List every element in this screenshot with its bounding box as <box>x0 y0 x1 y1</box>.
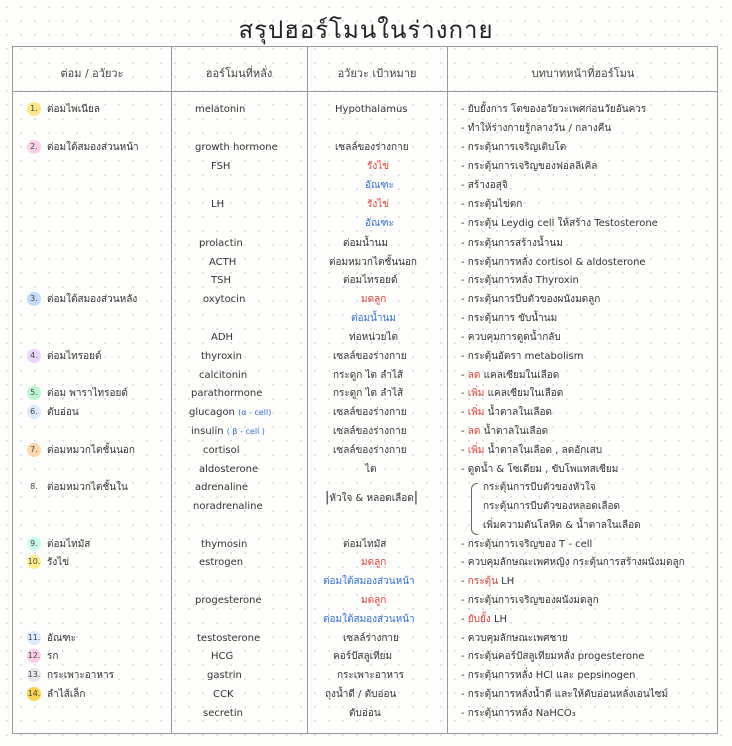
role-text: LH <box>493 614 508 625</box>
hormone-cell <box>189 406 271 419</box>
gland-number-badge: 12. <box>27 649 41 663</box>
role-cell: - กระตุ้น Leydig cell ให้สร้าง Testosterone <box>461 218 658 229</box>
role-cell: - กระตุ้นการเจริญของผนังมดลูก <box>461 595 599 606</box>
role-cell: - ทำให้ร่างกายรู้กลางวัน / กลางคืน <box>461 123 612 134</box>
gland-name: ต่อมใต้สมองส่วนหน้า <box>47 142 139 153</box>
target-cell: ต่อมใต้สมองส่วนหน้า <box>323 614 415 625</box>
role-cell: - ควบคุมลักษณะเพศชาย <box>461 633 568 644</box>
hormone-cell: aldosterone <box>199 464 259 475</box>
target-cell: เซลล์ของร่างกาย <box>333 445 407 456</box>
gland-number-badge: 3. <box>27 292 41 306</box>
column-divider <box>171 47 172 733</box>
role-text: น้ำตาลในเลือด <box>487 407 553 418</box>
role-cell: - กระตุ้นการหลั่ง HCl และ pepsinogen <box>461 670 636 681</box>
hormone-cell: growth hormone <box>195 142 278 153</box>
hormone-cell: CCK <box>213 689 234 700</box>
target-cell: กระเพาะอาหาร <box>337 670 404 681</box>
gland-name: ลำไส้เล็ก <box>47 689 86 700</box>
header-divider <box>13 91 717 92</box>
role-cell: - กระตุ้นการ ขับน้ำนม <box>461 313 558 324</box>
hormone-cell: oxytocin <box>203 294 246 305</box>
hormone-cell: progesterone <box>195 595 262 606</box>
target-cell: Hypothalamus <box>335 104 408 115</box>
role-cell: - ควบคุมลักษณะเพศหญิง กระตุ้นการสร้างผนังมดลูก <box>461 557 685 568</box>
gland-number-badge: 14. <box>27 687 41 701</box>
gland-number-badge: 6. <box>27 405 41 419</box>
role-cell: - กระตุ้นอัตรา metabolism <box>461 351 584 362</box>
target-cell: ต่อมไทรอยด์ <box>343 275 398 286</box>
role-cell: - กระตุ้นการหลั่งน้ำดี และให้ตับอ่อนหลั่งเอนไซม์ <box>461 689 669 700</box>
gland-name: รก <box>47 651 59 662</box>
gland-name: อัณฑะ <box>47 633 76 644</box>
hormone-cell: calcitonin <box>199 370 248 381</box>
hormone-cell: cortisol <box>203 445 240 456</box>
cell-type: ( β - cell ) <box>226 427 265 436</box>
role-cell: - กระตุ้นการสร้างน้ำนม <box>461 238 563 249</box>
gland-number-badge: 11. <box>27 631 41 645</box>
target-cell: อัณฑะ <box>365 180 394 191</box>
role-cell <box>461 425 548 438</box>
hormone-cell: gastrin <box>207 670 242 681</box>
role-cell: กระตุ้นการบีบตัวของหัวใจ <box>483 482 596 493</box>
target-cell: อัณฑะ <box>365 218 394 229</box>
hormone-name: glucagon <box>189 407 235 418</box>
hormone-cell: HCG <box>211 651 234 662</box>
column-divider <box>307 47 308 733</box>
change-word: ลด <box>467 426 481 437</box>
role-cell: - ยับยั้งการ โตของอวัยวะเพศก่อนวัยอันควร <box>461 104 647 115</box>
target-cell: ถุงน้ำดี / ตับอ่อน <box>325 689 397 700</box>
change-word: ยับยั้ง <box>467 614 491 625</box>
header-hormone: ฮอร์โมนที่หลั่ง <box>205 67 273 80</box>
role-cell <box>461 369 559 382</box>
dash: - <box>461 576 465 587</box>
role-cell <box>461 406 552 419</box>
dash: - <box>461 370 465 381</box>
role-cell <box>461 613 507 626</box>
target-cell: ต่อมหมวกไตชั้นนอก <box>329 257 417 268</box>
cell-type: (α - cell) <box>238 408 272 417</box>
role-cell: - กระตุ้นการหลั่ง Thyroxin <box>461 275 579 286</box>
gland-number-badge: 4. <box>27 349 41 363</box>
hormone-cell: testosterone <box>197 633 261 644</box>
hormone-cell: adrenaline <box>195 482 249 493</box>
role-cell: - กระตุ้นการหลั่ง NaHCO₃ <box>461 708 576 719</box>
gland-name: ต่อมไพเนียล <box>47 104 100 115</box>
hormone-cell: TSH <box>211 275 231 286</box>
brace-bracket <box>471 483 478 535</box>
role-cell: - กระตุ้นการเจริญของฟอลลิเคิล <box>461 161 598 172</box>
gland-number-badge: 2. <box>27 140 41 154</box>
hormone-cell: secretin <box>203 708 243 719</box>
hormone-cell: LH <box>211 199 225 210</box>
hormone-cell: melatonin <box>195 104 246 115</box>
gland-name: ต่อมไทมัส <box>47 539 91 550</box>
target-cell: รังไข่ <box>367 199 390 210</box>
hormone-cell: thymosin <box>201 539 248 550</box>
role-cell: - กระตุ้นคอร์ปัสลูเทียมหลั่ง progesterone <box>461 651 645 662</box>
target-cell: มดลูก <box>361 557 387 568</box>
target-name: หัวใจ & หลอดเลือด <box>329 493 414 504</box>
gland-number-badge: 9. <box>27 537 41 551</box>
target-cell: ต่อมไทมัส <box>343 539 387 550</box>
hormone-cell <box>191 425 265 438</box>
gland-name: ต่อมไทรอยด์ <box>47 351 102 362</box>
gland-name: ต่อมหมวกไตชั้นนอก <box>47 445 135 456</box>
gland-name: ต่อม พาราไทรอยด์ <box>47 388 128 399</box>
role-text: แคลเซียมในเลือด <box>483 370 560 381</box>
header-target: อวัยวะ เป้าหมาย <box>337 67 417 80</box>
hormone-cell: parathormone <box>191 388 263 399</box>
target-cell: มดลูก <box>361 294 387 305</box>
hormone-name: insulin <box>191 426 224 437</box>
target-cell: ต่อมใต้สมองส่วนหน้า <box>323 576 415 587</box>
target-cell: กระดูก ไต ลำไส้ <box>333 370 404 381</box>
change-word: เพิ่ม <box>467 445 485 456</box>
role-cell: - สร้างอสุจิ <box>461 180 508 191</box>
role-cell: - กระตุ้นการเจริญเติบโต <box>461 142 567 153</box>
gland-number-badge: 13. <box>27 668 41 682</box>
header-gland: ต่อม / อวัยวะ <box>60 67 124 80</box>
role-cell: - ควบคุมการดูดน้ำกลับ <box>461 332 561 343</box>
target-cell: เซลล์ของร่างกาย <box>335 142 409 153</box>
hormone-table <box>12 46 718 734</box>
role-cell <box>461 387 563 400</box>
hormone-cell: ACTH <box>209 257 237 268</box>
hormone-cell: thyroxin <box>201 351 242 362</box>
target-cell: ต่อมน้ำนม <box>351 313 396 324</box>
role-cell: - กระตุ้นการหลั่ง cortisol & aldosterone <box>461 257 646 268</box>
page-title: สรุปฮอร์โมนในร่างกาย <box>238 16 494 44</box>
role-text: LH <box>501 576 515 587</box>
hormone-cell: prolactin <box>199 238 243 249</box>
role-text: แคลเซียมในเลือด <box>487 388 564 399</box>
role-cell: เพิ่มความดันโลหิต & น้ำตาลในเลือด <box>483 520 641 531</box>
change-word: กระตุ้น <box>467 576 498 587</box>
gland-number-badge: 8. <box>30 482 38 491</box>
gland-number-badge: 10. <box>27 555 41 569</box>
role-cell: - กระตุ้นไข่ตก <box>461 199 523 210</box>
target-cell: ต่อมน้ำนม <box>343 238 388 249</box>
gland-number-badge: 7. <box>27 443 41 457</box>
dash: - <box>461 388 465 399</box>
target-cell: รังไข่ <box>367 161 390 172</box>
change-word: ลด <box>467 370 481 381</box>
hormone-cell: estrogen <box>199 557 244 568</box>
gland-number-badge: 1. <box>27 102 41 116</box>
role-cell: - กระตุ้นการบีบตัวของผนังมดลูก <box>461 294 601 305</box>
role-cell <box>461 444 602 457</box>
gland-number-badge: 5. <box>27 386 41 400</box>
target-cell: มดลูก <box>361 595 387 606</box>
role-cell <box>461 575 514 588</box>
role-text: น้ำตาลในเลือด , ลดอักเสบ <box>487 445 603 456</box>
target-cell: คอร์ปัสลูเทียม <box>333 651 393 662</box>
target-cell: ไต <box>365 464 377 475</box>
role-text: น้ำตาลในเลือด <box>483 426 549 437</box>
target-cell: ท่อหน่วยไต <box>349 332 399 343</box>
dash: - <box>461 426 465 437</box>
role-cell: กระตุ้นการบีบตัวของหลอดเลือด <box>483 501 620 512</box>
hormone-cell: noradrenaline <box>193 501 263 512</box>
change-word: เพิ่ม <box>467 407 485 418</box>
hormone-cell: ADH <box>211 332 234 343</box>
target-cell: เซลล์ร่างกาย <box>343 633 399 644</box>
target-cell: เซลล์ของร่างกาย <box>333 426 407 437</box>
gland-name: ตับอ่อน <box>47 407 79 418</box>
role-cell: - ดูดน้ำ & โซเดียม , ขับโพแทสเซียม <box>461 464 619 475</box>
role-cell: - กระตุ้นการเจริญของ T - cell <box>461 539 593 550</box>
target-cell: กระดูก ไต ลำไส้ <box>333 388 404 399</box>
target-cell: เซลล์ของร่างกาย <box>333 351 407 362</box>
target-cell: เซลล์ของร่างกาย <box>333 407 407 418</box>
target-cell: |หัวใจ & หลอดเลือด| <box>325 490 419 505</box>
column-divider <box>447 47 448 733</box>
target-cell: ตับอ่อน <box>349 708 381 719</box>
gland-name: กระเพาะอาหาร <box>47 670 114 681</box>
change-word: เพิ่ม <box>467 388 485 399</box>
gland-name: รังไข่ <box>47 557 70 568</box>
gland-name: ต่อมหมวกไตชั้นใน <box>47 482 128 493</box>
gland-name: ต่อมใต้สมองส่วนหลัง <box>47 294 138 305</box>
dash: - <box>461 407 465 418</box>
dash: - <box>461 614 465 625</box>
header-role: บทบาทหน้าที่ฮอร์โมน <box>531 67 635 80</box>
hormone-cell: FSH <box>211 161 231 172</box>
dash: - <box>461 445 465 456</box>
